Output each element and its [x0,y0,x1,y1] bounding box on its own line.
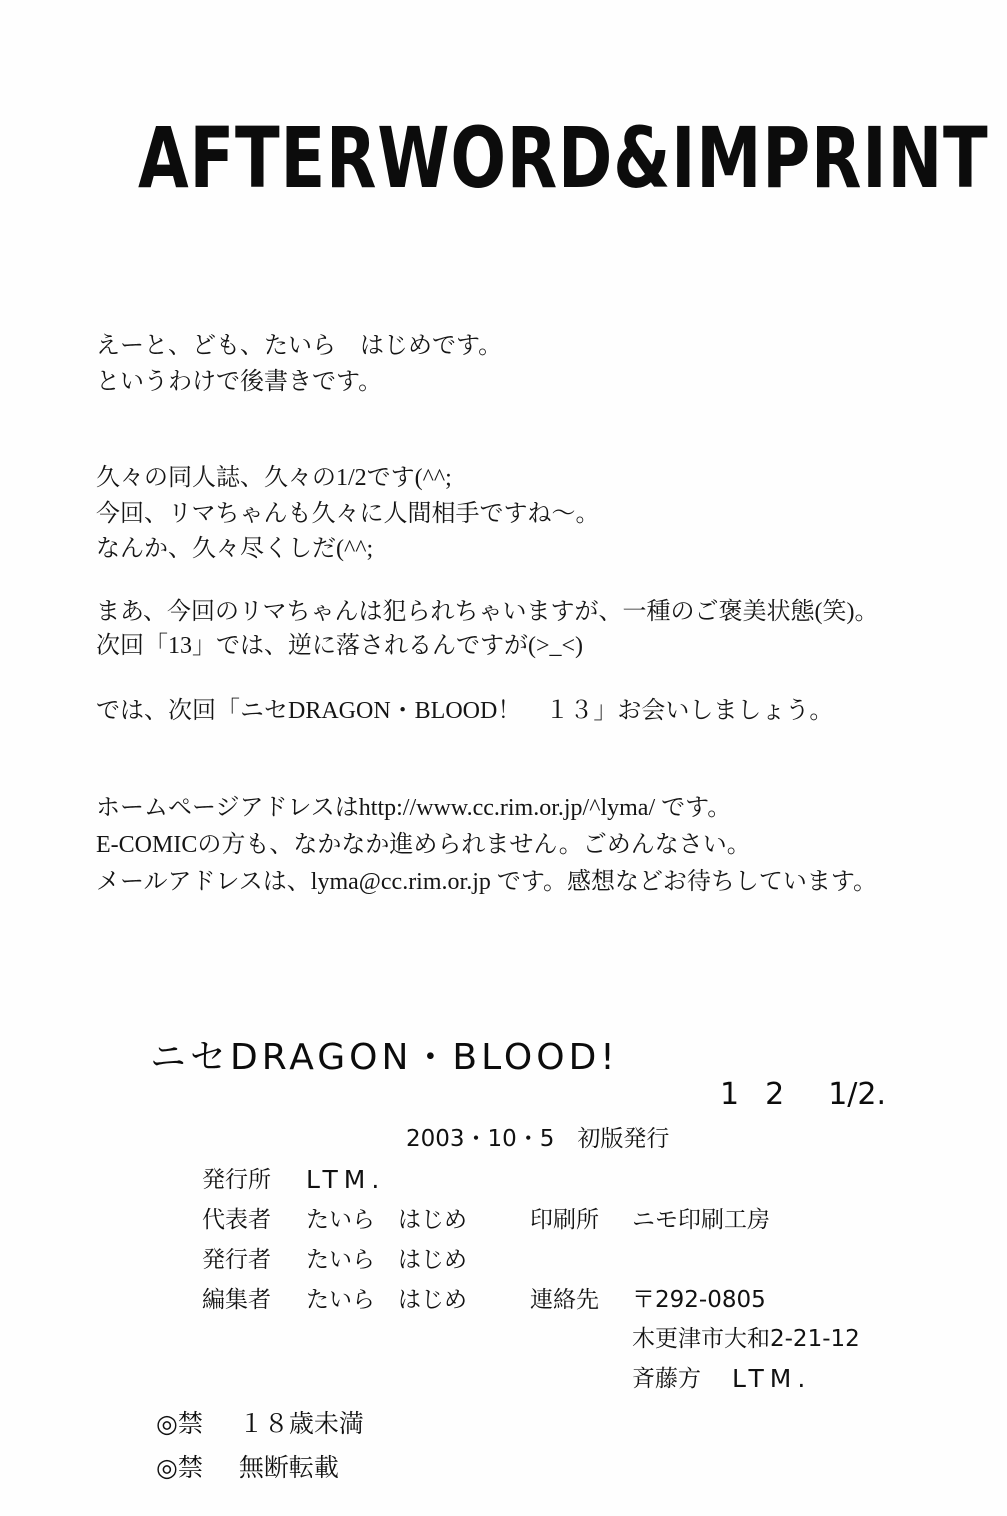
notice-text: 無断転載 [238,1453,339,1482]
notice-item [156,1448,339,1488]
representative-value: たいら はじめ [306,1207,467,1233]
afterword-line: まあ、今回のリマちゃんは犯られちゃいますが、一種のご褒美状態(笑)。 [96,599,879,625]
afterword-line: なんか、久々尽くしだ(^^; [96,536,374,562]
issuer-label: 発行者 [202,1247,271,1273]
publisher-label: 発行所 [202,1167,271,1193]
publisher-value: LTM. [306,1165,386,1194]
prohibited-mark: ◎禁 [156,1409,203,1438]
afterword-line: ホームページアドレスはhttp://www.cc.rim.or.jp/^lyma/ です。 [96,795,732,821]
afterword-line: 次回「13」では、逆に落されるんですが(>_<) [96,633,584,659]
editor-label: 編集者 [202,1287,271,1313]
editor-value: たいら はじめ [306,1287,467,1313]
imprint-issue [720,1072,886,1118]
afterword-line: 久々の同人誌、久々の1/2です(^^; [96,465,452,491]
afterword-line: では、次回「ニセDRAGON・BLOOD！ １３」お会いしましょう。 [96,698,834,724]
prohibited-mark: ◎禁 [156,1453,203,1482]
afterword-line: というわけで後書きです。 [96,369,383,395]
printer-label: 印刷所 [530,1207,599,1233]
issue-number: 12 [720,1077,811,1112]
contact-address: 木更津市大和2-21-12 [632,1326,860,1352]
contact-name: LTM. [732,1364,812,1393]
afterword-line: えーと、ども、たいら はじめです。 [96,333,503,359]
contact-label: 連絡先 [530,1287,599,1313]
page-title: AFTERWORD&IMPRINT [138,109,989,207]
representative-label: 代表者 [202,1207,271,1233]
notice-item [156,1404,364,1444]
notice-text: １８歳未満 [238,1409,364,1438]
imprint-date: 2003・10・5 初版発行 [406,1126,670,1152]
issuer-value: たいら はじめ [306,1247,467,1273]
afterword-line: メールアドレスは、lyma@cc.rim.or.jp です。感想などお待ちしています。 [96,869,878,895]
issue-half: 1/2. [828,1077,887,1112]
imprint-book-title: ニセDRAGON・BLOOD! [150,1037,619,1078]
contact-postal: 〒292-0805 [632,1287,766,1313]
contact-care-of: 斉藤方 [632,1366,701,1392]
afterword-line: 今回、リマちゃんも久々に人間相手ですね～。 [96,501,600,527]
printer-value: ニモ印刷工房 [632,1207,770,1233]
afterword-line: E-COMICの方も、なかなか進められません。ごめんなさい。 [96,832,751,858]
